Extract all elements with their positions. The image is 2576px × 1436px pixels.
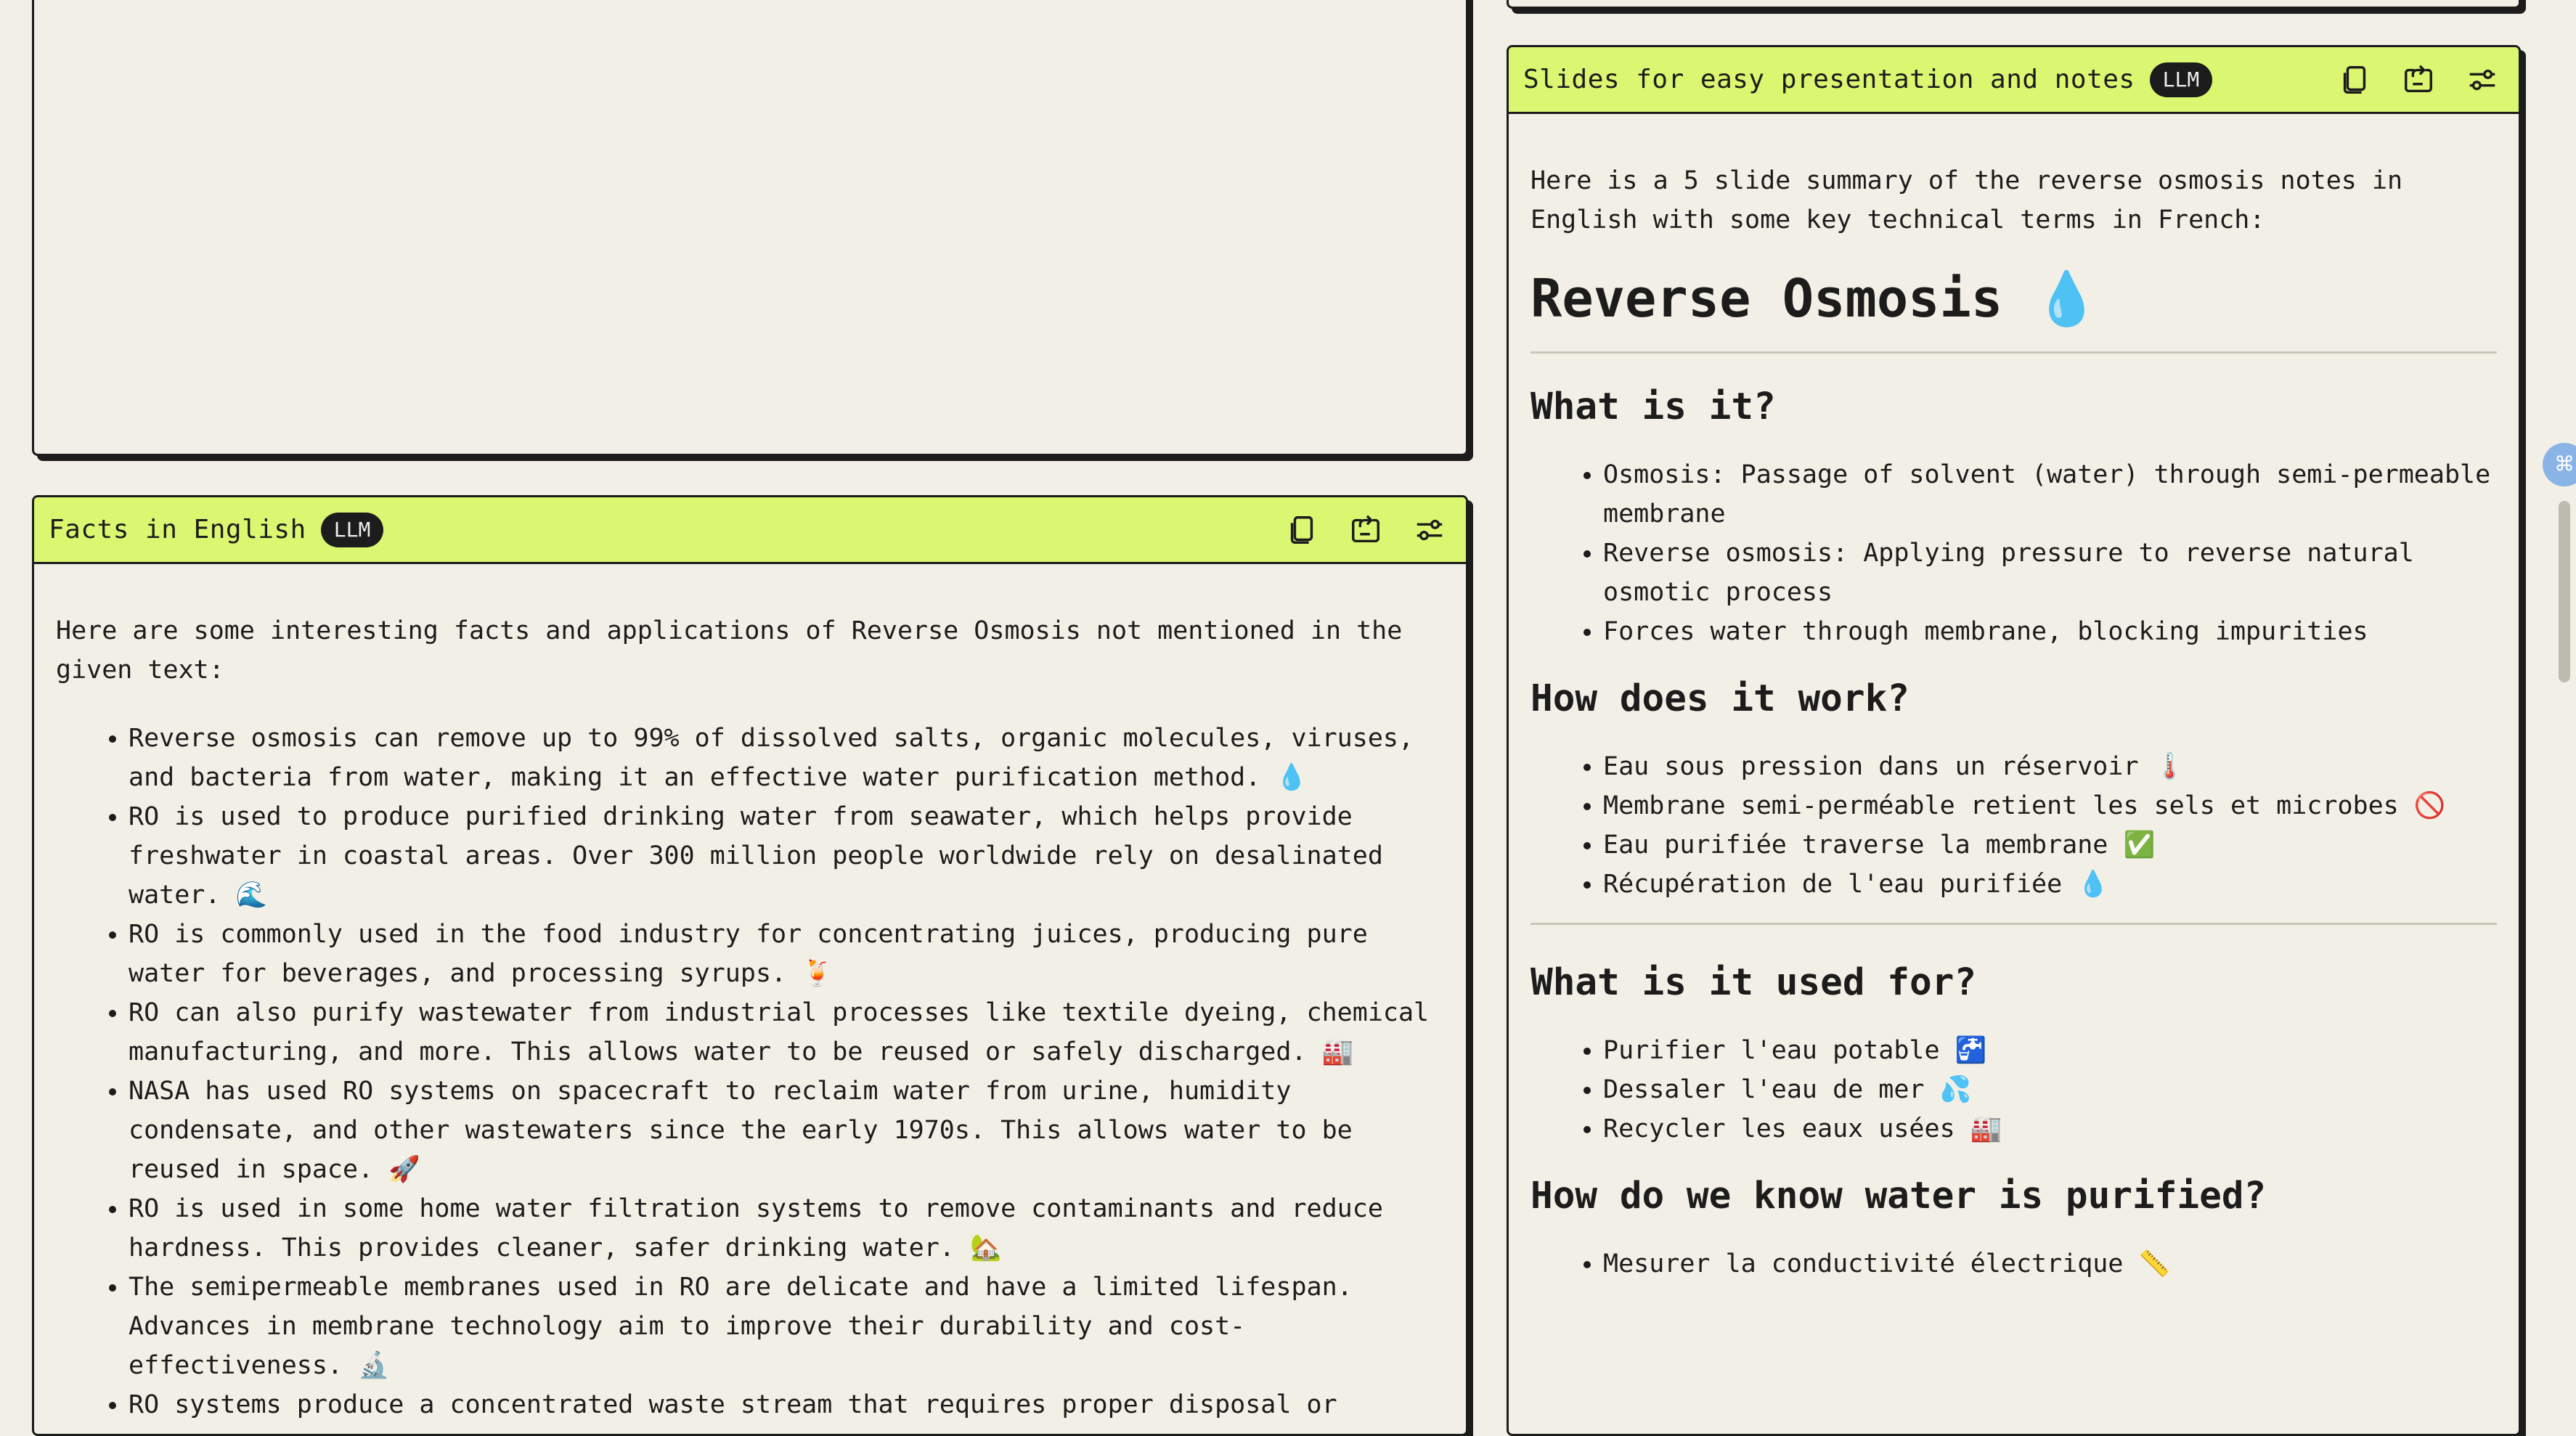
list-item: • Purifier l'eau potable 🚰 [1603, 1031, 2497, 1070]
settings-button[interactable] [1408, 508, 1451, 552]
facts-list [56, 719, 1444, 1424]
slides-card-title: Slides for easy presentation and notes [1523, 65, 2135, 94]
slides-card-header [1509, 47, 2519, 114]
export-icon [1349, 513, 1382, 547]
facts-intro: Here are some interesting facts and applications of Reverse Osmosis not mentioned in the given text: [56, 616, 1403, 685]
export-button[interactable] [1344, 508, 1387, 552]
slides-intro: Here is a 5 slide summary of the reverse osmosis notes in English with some key technical terms in French: [1530, 166, 2403, 234]
list-item: • Membrane semi-perméable retient les sels et microbes 🚫 [1603, 786, 2497, 825]
copy-icon [2338, 63, 2371, 97]
scrollbar-thumb[interactable] [2559, 501, 2570, 682]
llm-badge: LLM [321, 513, 384, 547]
section-list [1530, 1031, 2497, 1149]
sliders-icon [1413, 513, 1446, 547]
top-right-card [1507, 0, 2521, 9]
section-heading: What is it? [1530, 385, 1776, 428]
list-item: • Eau purifiée traverse la membrane ✅ [1603, 825, 2497, 865]
slide-title: Reverse Osmosis 💧 [1530, 268, 2100, 329]
section-list [1530, 455, 2497, 651]
list-item: • NASA has used RO systems on spacecraft to reclaim water from urine, humidity condensate, and other wastewaters since the early 1970s. This allows water to be reused in space. 🚀 [129, 1072, 1444, 1189]
list-item: • RO is used in some home water filtration systems to remove contaminants and reduce hardness. This provides cleaner, safer drinking water. 🏡 [129, 1189, 1444, 1268]
facts-card-header [34, 497, 1466, 564]
copy-button[interactable] [1280, 508, 1324, 552]
slides-card-body [1509, 116, 2519, 1434]
list-item: • RO can also purify wastewater from industrial processes like textile dyeing, chemical manufacturing, and more. This allows water to be reused or safely discharged. 🏭 [129, 993, 1444, 1072]
list-item: • Dessaler l'eau de mer 💦 [1603, 1070, 2497, 1109]
section-list [1530, 747, 2497, 904]
list-item: • RO systems produce a concentrated waste stream that requires proper disposal or [129, 1385, 1444, 1424]
list-item: • RO is commonly used in the food industry for concentrating juices, producing pure water for beverages, and processing syrups. 🍹 [129, 915, 1444, 993]
list-item: • The semipermeable membranes used in RO are delicate and have a limited lifespan. Advances in membrane technology aim to improve their durability and cost-effectiveness. 🔬 [129, 1268, 1444, 1385]
section-list [1530, 1244, 2497, 1284]
list-item: • Mesurer la conductivité électrique 📏 [1603, 1244, 2497, 1284]
command-icon[interactable]: ⌘ [2543, 443, 2576, 486]
facts-card-body [34, 566, 1466, 1434]
list-item: • Récupération de l'eau purifiée 💧 [1603, 865, 2497, 904]
divider [1530, 351, 2497, 354]
list-item: • Osmosis: Passage of solvent (water) through semi-permeable membrane [1603, 455, 2497, 534]
copy-icon [1285, 513, 1318, 547]
list-item: • Eau sous pression dans un réservoir 🌡️ [1603, 747, 2497, 786]
divider [1530, 923, 2497, 925]
section-heading: How do we know water is purified? [1530, 1175, 2267, 1217]
list-item: • Reverse osmosis can remove up to 99% of dissolved salts, organic molecules, viruses, and bacteria from water, making it an effective water purification method. 💧 [129, 719, 1444, 797]
sliders-icon [2466, 63, 2499, 97]
list-item: • Forces water through membrane, blocking impurities [1603, 612, 2497, 651]
section-heading: How does it work? [1530, 677, 1909, 720]
list-item: • RO is used to produce purified drinking water from seawater, which helps provide freshwater in coastal areas. Over 300 million people worldwide rely on desalinated water. 🌊 [129, 797, 1444, 915]
facts-card-title: Facts in English [49, 515, 306, 544]
export-button[interactable] [2397, 58, 2440, 102]
list-item: • Recycler les eaux usées 🏭 [1603, 1109, 2497, 1149]
copy-button[interactable] [2333, 58, 2376, 102]
slides-card [1507, 45, 2521, 1436]
section-heading: What is it used for? [1530, 961, 1977, 1004]
list-item: • Reverse osmosis: Applying pressure to reverse natural osmotic process [1603, 534, 2497, 612]
llm-badge: LLM [2150, 62, 2213, 97]
facts-card [32, 495, 1468, 1436]
settings-button[interactable] [2461, 58, 2504, 102]
export-icon [2402, 63, 2435, 97]
top-output-card [32, 0, 1468, 456]
